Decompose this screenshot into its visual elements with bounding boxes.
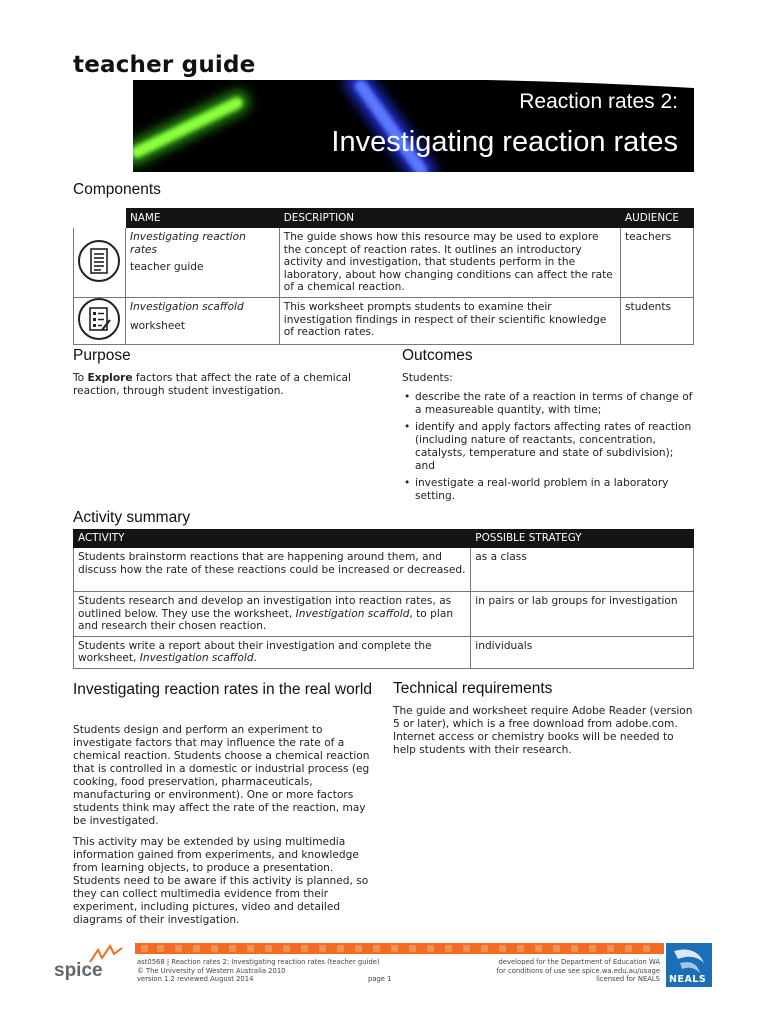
brand-label: teacher guide — [73, 52, 256, 78]
col-audience-header: AUDIENCE — [621, 209, 694, 228]
col-description-header: DESCRIPTION — [279, 209, 620, 228]
footer-version-line: version 1.2 reviewed August 2014 — [137, 975, 254, 984]
list-item: • investigate a real-world problem in a laboratory setting. — [402, 477, 694, 503]
activity-heading: Activity summary — [73, 509, 191, 526]
col-name-header: NAME — [125, 209, 279, 228]
col-strategy-header: POSSIBLE STRATEGY — [471, 530, 694, 548]
component-name-cell — [125, 228, 279, 298]
footer-developed-line: developed for the Department of Education WA — [498, 958, 660, 966]
component-type: worksheet — [129, 319, 186, 332]
col-icon-header — [74, 209, 126, 228]
list-item: • identify and apply factors affecting rates of reaction (including nature of reactants, concentration, catalysts, temperature and state of subdivision); and — [402, 421, 694, 473]
strategy-cell: in pairs or lab groups for investigation — [471, 592, 694, 637]
component-type: teacher guide — [129, 261, 204, 273]
component-audience: teachers — [621, 228, 694, 298]
list-item: • describe the rate of a reaction in terms of change of a measureable quantity, with time; — [402, 391, 694, 417]
component-name-cell — [125, 298, 279, 345]
outcomes-heading: Outcomes — [402, 347, 473, 364]
activity-text-end: . — [253, 652, 257, 665]
footer-license-line: licensed for NEALS — [596, 975, 660, 984]
strategy-cell: individuals — [471, 636, 694, 668]
worksheet-icon — [78, 298, 120, 340]
components-header-row — [74, 209, 694, 228]
table-row — [74, 548, 694, 592]
activity-cell — [74, 592, 471, 637]
purpose-text — [73, 372, 373, 398]
technical-heading: Technical requirements — [393, 680, 553, 697]
neals-logo — [666, 943, 712, 987]
purpose-keyword: Explore — [87, 372, 133, 384]
title-banner — [133, 80, 694, 172]
table-row — [74, 636, 694, 668]
component-name: Investigation scaffold — [129, 301, 244, 313]
component-description: This worksheet prompts students to examine their investigation findings in respect of their scientific knowledge of reaction rates. — [279, 298, 620, 345]
component-audience: students — [621, 298, 694, 345]
activity-worksheet-ref: Investigation scaffold — [295, 607, 410, 620]
real-world-heading: Investigating reaction rates in the real world — [73, 681, 372, 698]
footer-resource-line: ast0568 | Reaction rates 2: Investigating reaction rates (teacher guide) — [137, 958, 380, 966]
table-row — [74, 298, 694, 345]
col-activity-header: ACTIVITY — [74, 530, 471, 548]
neals-text: NEALS — [669, 974, 707, 985]
icon-cell — [74, 298, 126, 345]
spice-logo: spice — [54, 960, 103, 981]
activity-worksheet-ref: Investigation scaffold — [139, 652, 254, 665]
footer-color-bar — [135, 943, 664, 954]
activity-text: Students research and develop an investigation into reaction rates, as outlined below. They use the worksheet, — [78, 595, 452, 620]
real-world-paragraph-1: Students design and perform an experiment to investigate factors that may influence the rate of a chemical reaction. Students choose a chemical reaction that is controlled in a domestic or industrial process (eg cooking, food preservation, pharmaceuticals, manufacturing or environment). One or more factors students think may affect the rate of the reaction, may be investigated. — [73, 724, 370, 827]
components-table — [73, 208, 694, 345]
components-heading: Components — [73, 181, 161, 198]
activity-text-end: , to plan and research their chosen reaction. — [78, 607, 454, 633]
activity-text: Students brainstorm reactions that are happening around them, and discuss how the rate of these reactions could be increased or decreased. — [78, 551, 466, 576]
page-number: page 1 — [368, 975, 392, 983]
component-name: Investigating reaction rates — [129, 231, 246, 256]
footer-right — [460, 958, 660, 984]
footer-usage-line: for conditions of use see spice.wa.edu.au/usage — [496, 966, 660, 975]
table-row — [74, 592, 694, 637]
strategy-cell: as a class — [471, 548, 694, 592]
purpose-heading: Purpose — [73, 347, 131, 364]
purpose-body: factors that affect the rate of a chemical reaction, through student investigation. — [73, 372, 351, 397]
table-row — [74, 228, 694, 298]
activity-table — [73, 529, 694, 669]
purpose-prefix: To — [73, 372, 88, 384]
activity-cell — [74, 636, 471, 668]
document-icon — [78, 240, 120, 282]
technical-text: The guide and worksheet require Adobe Reader (version 5 or later), which is a free download from adobe.com. Internet access or chemistry books will be needed to help students with their research. — [393, 705, 693, 756]
banner-subtitle: Reaction rates 2: — [519, 90, 678, 113]
outcomes-list — [402, 391, 694, 507]
activity-cell — [74, 548, 471, 592]
activity-text: Students write a report about their investigation and complete the worksheet, — [78, 639, 432, 665]
footer-left — [137, 958, 407, 984]
real-world-paragraph-2: This activity may be extended by using multimedia information gained from experiments, and knowledge from learning objects, to produce a presentation. Students need to be aware if this activity is planned, so they can collect multimedia evidence from their experiment, including pictures, video and detailed diagrams of their investigation. — [73, 836, 369, 926]
footer-copyright-line: © The University of Western Australia 2010 — [137, 966, 286, 975]
icon-cell — [74, 228, 126, 298]
activity-header-row — [74, 530, 694, 548]
banner-title: Investigating reaction rates — [331, 126, 678, 158]
component-description: The guide shows how this resource may be used to explore the concept of reaction rates. It outlines an introductory activity and investigation, that students perform in the laboratory, about how changing conditions can affect the rate of a chemical reaction. — [279, 228, 620, 298]
outcomes-intro: Students: — [402, 372, 453, 384]
